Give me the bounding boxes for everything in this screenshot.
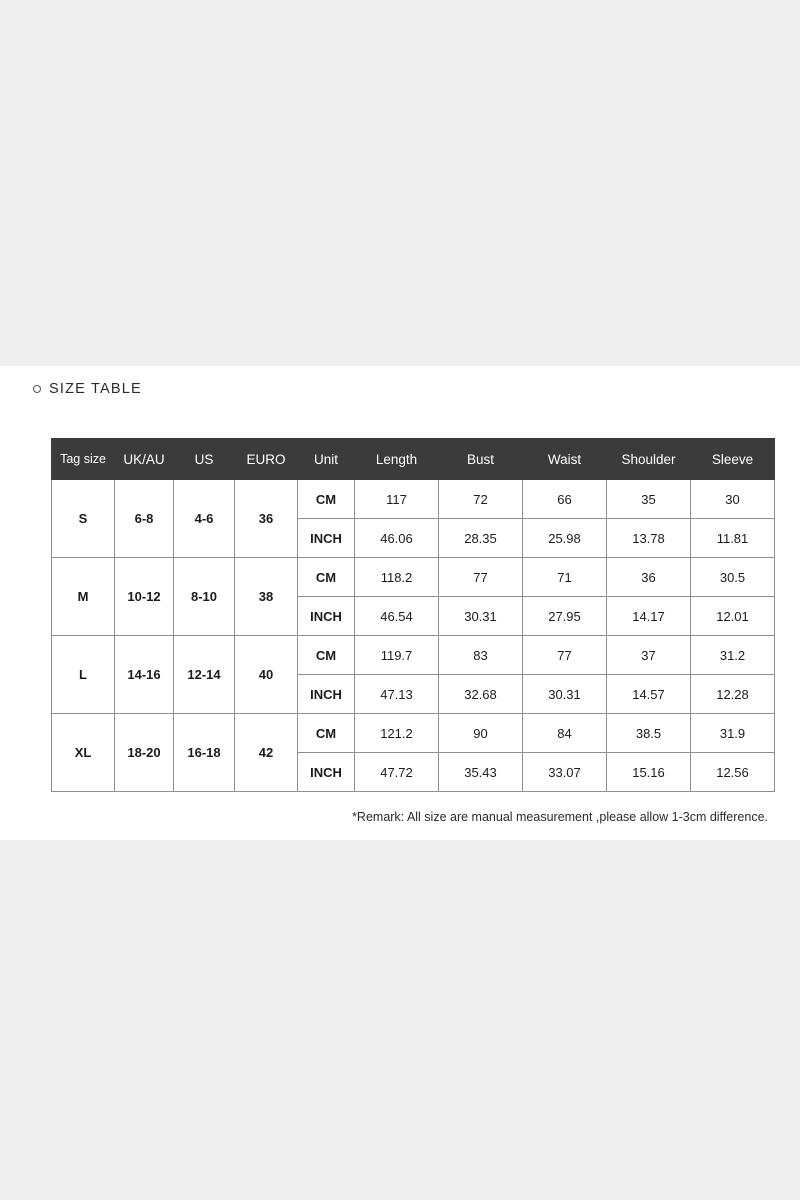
cell-bust: 32.68 bbox=[439, 675, 523, 714]
cell-shoulder: 37 bbox=[607, 636, 691, 675]
cell-euro: 38 bbox=[235, 558, 298, 636]
cell-waist: 27.95 bbox=[523, 597, 607, 636]
cell-bust: 35.43 bbox=[439, 753, 523, 792]
cell-shoulder: 36 bbox=[607, 558, 691, 597]
cell-shoulder: 38.5 bbox=[607, 714, 691, 753]
cell-length: 121.2 bbox=[355, 714, 439, 753]
table-row bbox=[52, 714, 775, 753]
cell-waist: 77 bbox=[523, 636, 607, 675]
cell-waist: 84 bbox=[523, 714, 607, 753]
cell-shoulder: 14.17 bbox=[607, 597, 691, 636]
column-header-euro: EURO bbox=[235, 439, 298, 480]
cell-uk-au: 14-16 bbox=[115, 636, 174, 714]
cell-waist: 71 bbox=[523, 558, 607, 597]
cell-us: 12-14 bbox=[174, 636, 235, 714]
cell-tag-size: M bbox=[52, 558, 115, 636]
column-header-length: Length bbox=[355, 439, 439, 480]
cell-euro: 36 bbox=[235, 480, 298, 558]
cell-euro: 40 bbox=[235, 636, 298, 714]
size-table bbox=[51, 438, 775, 792]
cell-waist: 66 bbox=[523, 480, 607, 519]
cell-waist: 30.31 bbox=[523, 675, 607, 714]
table-row bbox=[52, 558, 775, 597]
cell-tag-size: L bbox=[52, 636, 115, 714]
cell-shoulder: 35 bbox=[607, 480, 691, 519]
cell-length: 119.7 bbox=[355, 636, 439, 675]
cell-sleeve: 12.28 bbox=[691, 675, 775, 714]
cell-euro: 42 bbox=[235, 714, 298, 792]
column-header-sleeve: Sleeve bbox=[691, 439, 775, 480]
cell-us: 8-10 bbox=[174, 558, 235, 636]
column-header-waist: Waist bbox=[523, 439, 607, 480]
cell-bust: 90 bbox=[439, 714, 523, 753]
cell-shoulder: 14.57 bbox=[607, 675, 691, 714]
cell-uk-au: 6-8 bbox=[115, 480, 174, 558]
cell-length: 46.54 bbox=[355, 597, 439, 636]
cell-unit: INCH bbox=[298, 519, 355, 558]
column-header-uk-au: UK/AU bbox=[115, 439, 174, 480]
cell-uk-au: 18-20 bbox=[115, 714, 174, 792]
cell-waist: 33.07 bbox=[523, 753, 607, 792]
cell-bust: 77 bbox=[439, 558, 523, 597]
cell-uk-au: 10-12 bbox=[115, 558, 174, 636]
column-header-bust: Bust bbox=[439, 439, 523, 480]
cell-us: 4-6 bbox=[174, 480, 235, 558]
cell-sleeve: 30.5 bbox=[691, 558, 775, 597]
column-header-us: US bbox=[174, 439, 235, 480]
cell-bust: 30.31 bbox=[439, 597, 523, 636]
remark-text: *Remark: All size are manual measurement ,please allow 1-3cm difference. bbox=[352, 810, 768, 824]
column-header-unit: Unit bbox=[298, 439, 355, 480]
cell-length: 47.72 bbox=[355, 753, 439, 792]
cell-unit: INCH bbox=[298, 675, 355, 714]
cell-length: 117 bbox=[355, 480, 439, 519]
cell-us: 16-18 bbox=[174, 714, 235, 792]
page-title: SIZE TABLE bbox=[49, 381, 142, 397]
cell-unit: INCH bbox=[298, 753, 355, 792]
cell-tag-size: S bbox=[52, 480, 115, 558]
cell-sleeve: 11.81 bbox=[691, 519, 775, 558]
cell-length: 46.06 bbox=[355, 519, 439, 558]
section-header bbox=[33, 381, 142, 397]
cell-bust: 83 bbox=[439, 636, 523, 675]
column-header-shoulder: Shoulder bbox=[607, 439, 691, 480]
cell-length: 47.13 bbox=[355, 675, 439, 714]
cell-length: 118.2 bbox=[355, 558, 439, 597]
cell-bust: 28.35 bbox=[439, 519, 523, 558]
cell-bust: 72 bbox=[439, 480, 523, 519]
cell-unit: CM bbox=[298, 480, 355, 519]
cell-unit: CM bbox=[298, 636, 355, 675]
cell-unit: CM bbox=[298, 714, 355, 753]
cell-shoulder: 13.78 bbox=[607, 519, 691, 558]
cell-sleeve: 12.56 bbox=[691, 753, 775, 792]
table-body bbox=[52, 480, 775, 792]
table-row bbox=[52, 636, 775, 675]
cell-sleeve: 30 bbox=[691, 480, 775, 519]
table-header bbox=[52, 439, 775, 480]
cell-unit: CM bbox=[298, 558, 355, 597]
circle-icon bbox=[33, 385, 41, 393]
cell-tag-size: XL bbox=[52, 714, 115, 792]
cell-sleeve: 31.9 bbox=[691, 714, 775, 753]
cell-unit: INCH bbox=[298, 597, 355, 636]
cell-waist: 25.98 bbox=[523, 519, 607, 558]
cell-sleeve: 12.01 bbox=[691, 597, 775, 636]
table-header-row bbox=[52, 439, 775, 480]
table-row bbox=[52, 480, 775, 519]
cell-sleeve: 31.2 bbox=[691, 636, 775, 675]
column-header-tag-size: Tag size bbox=[52, 439, 115, 480]
cell-shoulder: 15.16 bbox=[607, 753, 691, 792]
